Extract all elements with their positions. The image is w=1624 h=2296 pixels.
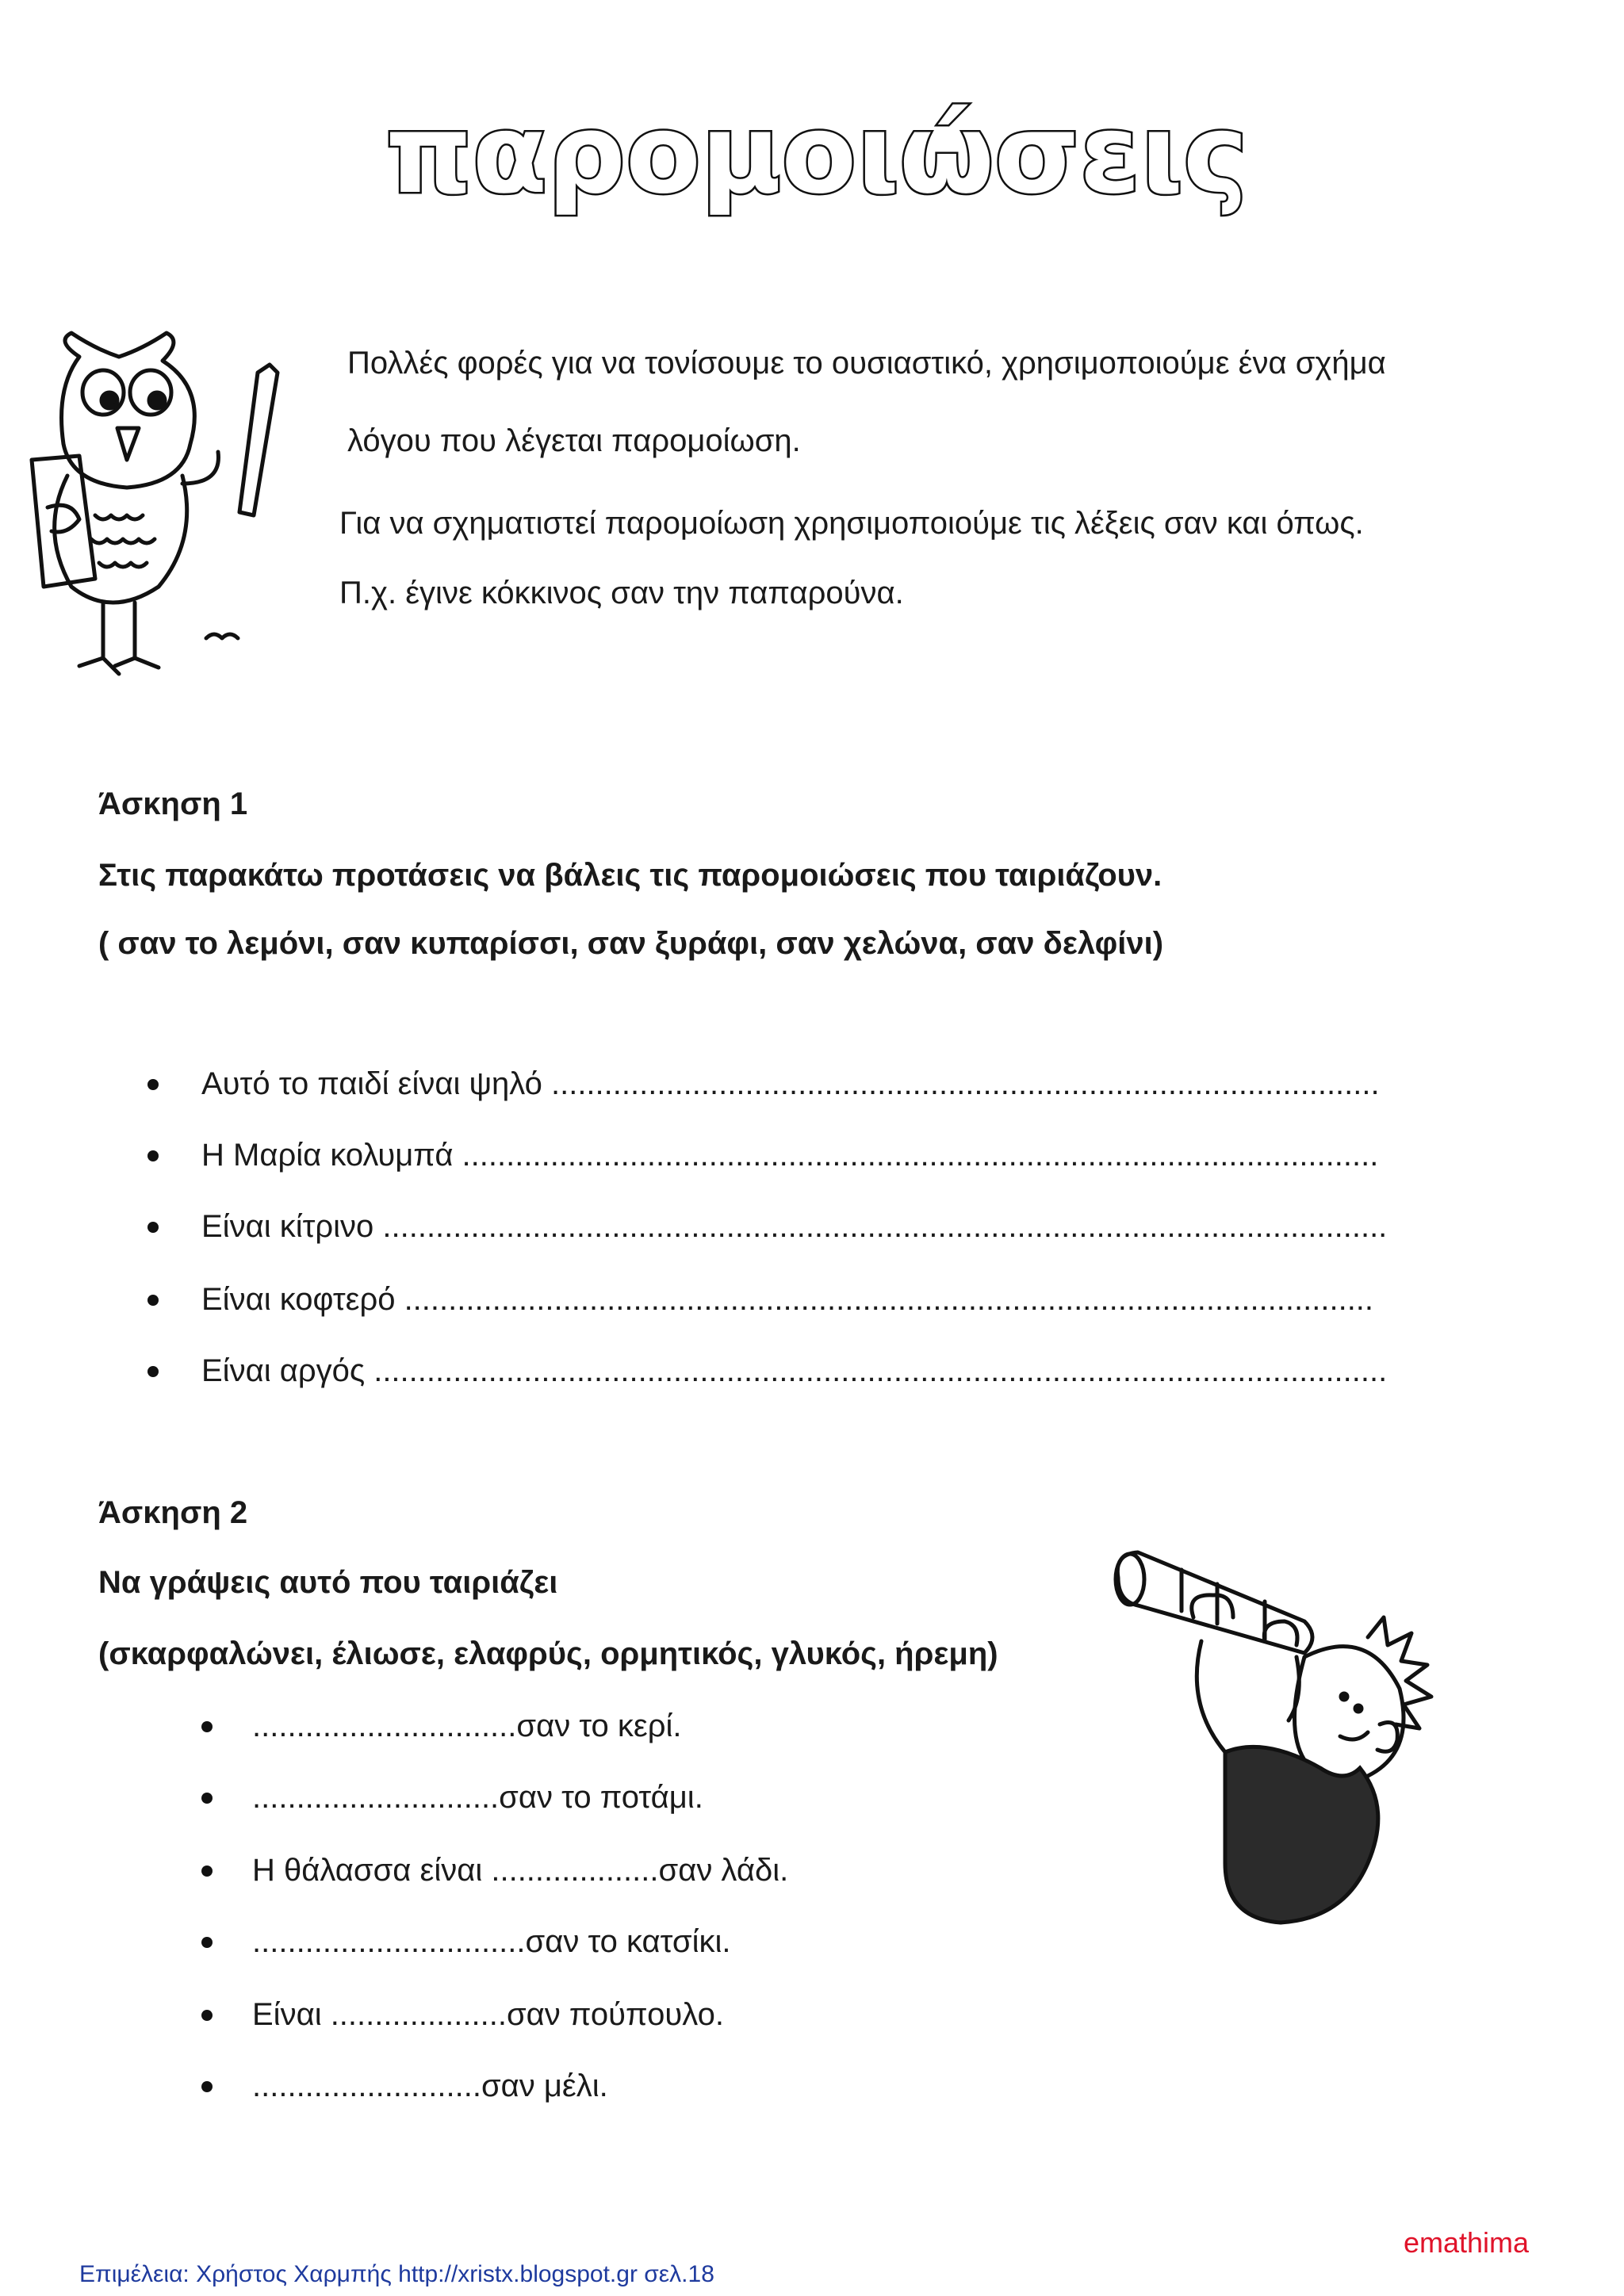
- intro-line-1: Πολλές φορές για να τονίσουμε το ουσιαστικό, χρησιμοποιούμε ένα σχήμα: [347, 346, 1386, 381]
- exercise2-options: (σκαρφαλώνει, έλιωσε, ελαφρύς, ορμητικός, γλυκός, ήρεμη): [98, 1636, 998, 1671]
- bullet-icon: [147, 1079, 159, 1090]
- list-item: [201, 1853, 788, 1888]
- bullet-icon: [147, 1295, 159, 1306]
- exercise2-item-text: ..............................σαν το κερί.: [252, 1709, 682, 1743]
- bullet-icon: [201, 2010, 213, 2021]
- list-item: [147, 1209, 1387, 1245]
- list-item: [201, 1997, 724, 2033]
- exercise1-item-text: Η Μαρία κολυμπά ........................................................................................................: [201, 1138, 1379, 1173]
- brand-watermark: emathima: [1404, 2226, 1530, 2259]
- exercise2-item-text: ..........................σαν μέλι.: [252, 2068, 608, 2103]
- exercise2-item-text: ............................σαν το ποτάμι.: [252, 1780, 703, 1815]
- exercise2-item-text: Είναι ....................σαν πούπουλο.: [252, 1997, 724, 2032]
- list-item: [147, 1282, 1373, 1318]
- exercise1-item-text: Είναι αργός ...................................................................................................................: [201, 1353, 1388, 1388]
- bullet-icon: [147, 1222, 159, 1233]
- exercise1-options: ( σαν το λεμόνι, σαν κυπαρίσσι, σαν ξυράφι, σαν χελώνα, σαν δελφίνι): [98, 926, 1164, 961]
- boy-telescope-illustration: [1106, 1546, 1534, 1927]
- page-title: [385, 90, 1248, 238]
- list-item: [201, 1709, 682, 1744]
- exercise1-title: Άσκηση 1: [98, 786, 248, 821]
- intro-line-3: Για να σχηματιστεί παρομοίωση χρησιμοποιούμε τις λέξεις σαν και όπως.: [339, 506, 1364, 541]
- exercise2-item-text: Η θάλασσα είναι ...................σαν λάδι.: [252, 1853, 789, 1888]
- bullet-icon: [201, 1793, 213, 1804]
- list-item: [147, 1066, 1380, 1102]
- exercise2-item-text: ...............................σαν το κατσίκι.: [252, 1924, 731, 1959]
- bullet-icon: [201, 1937, 213, 1948]
- owl-illustration: [24, 325, 278, 674]
- exercise1-instruction: Στις παρακάτω προτάσεις να βάλεις τις παρομοιώσεις που ταιριάζουν.: [98, 858, 1162, 893]
- list-item: [201, 2068, 608, 2104]
- bullet-icon: [201, 2081, 213, 2092]
- exercise2-instruction: Να γράψεις αυτό που ταιριάζει: [98, 1565, 558, 1600]
- exercise1-item-text: Αυτό το παιδί είναι ψηλό ..............................................................................................: [201, 1066, 1380, 1101]
- list-item: [201, 1780, 703, 1816]
- svg-text:παρομοιώσεις: παρομοιώσεις: [385, 90, 1248, 218]
- list-item: [147, 1353, 1387, 1389]
- bullet-icon: [147, 1366, 159, 1377]
- exercise2-title: Άσκηση 2: [98, 1495, 248, 1530]
- exercise1-item-text: Είναι κοφτερό ..............................................................................................................: [201, 1282, 1374, 1317]
- list-item: [147, 1138, 1378, 1173]
- bullet-icon: [147, 1150, 159, 1161]
- footer-credit: Επιμέλεια: Χρήστος Χαρμπής http://xristx.blogspot.gr σελ.18: [79, 2261, 714, 2287]
- bullet-icon: [201, 1721, 213, 1732]
- intro-line-2: λόγου που λέγεται παρομοίωση.: [347, 423, 801, 458]
- exercise1-item-text: Είναι κίτρινο ..................................................................................................................: [201, 1209, 1388, 1244]
- bullet-icon: [201, 1866, 213, 1877]
- intro-line-4: Π.χ. έγινε κόκκινος σαν την παπαρούνα.: [339, 576, 904, 610]
- list-item: [201, 1924, 730, 1960]
